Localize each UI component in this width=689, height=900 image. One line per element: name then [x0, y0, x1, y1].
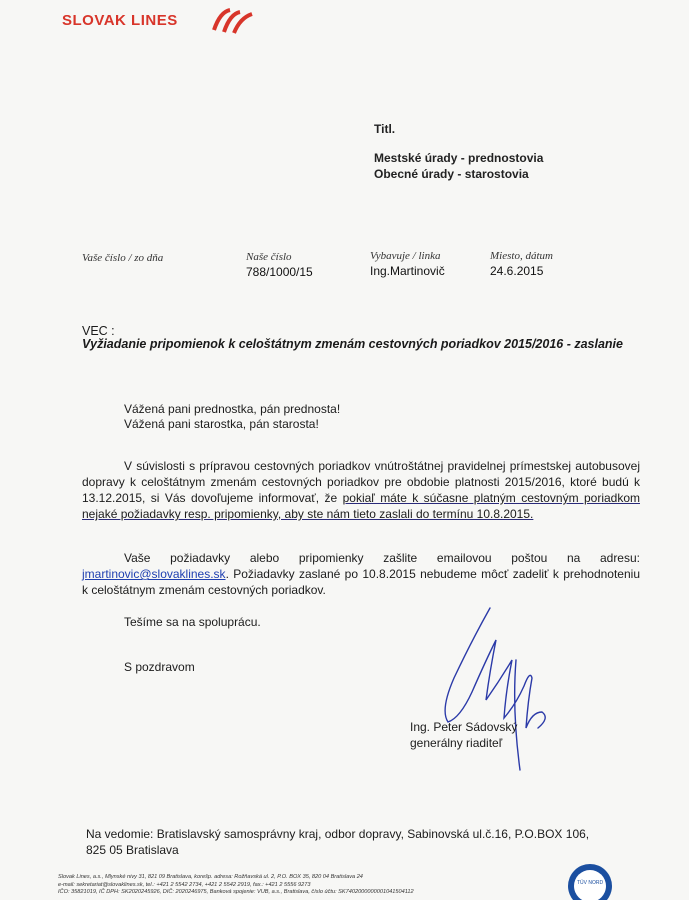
- paragraph-1-underlined: pokiaľ máte k súčasne platným cestovným poriadkom nejaké požiadavky resp. pripomienky, aby ste nám tieto zaslali do termínu 10.8.2015.: [82, 491, 640, 521]
- paragraph-2-before: Vaše požiadavky alebo pripomienky zašlite emailovou poštou na adresu:: [124, 551, 640, 565]
- recipient-line-2: Mestské úrady - prednostovia: [374, 151, 544, 165]
- body-paragraph-2: [82, 550, 640, 598]
- cc-line-2: 825 05 Bratislava: [86, 843, 179, 857]
- closing-line-1: Tešíme sa na spoluprácu.: [124, 615, 261, 629]
- recipient-line-1: Titl.: [374, 122, 396, 136]
- place-date-label: Miesto, dátum: [490, 250, 553, 262]
- handler-label: Vybavuje / linka: [370, 250, 441, 262]
- body-paragraph-1: [82, 458, 640, 522]
- signer-title: generálny riaditeľ: [410, 736, 503, 750]
- recipient-line-3: Obecné úrady - starostovia: [374, 167, 529, 181]
- footer-line-3: IČO: 35821019, IČ DPH: SK2020245926, DIČ: 2020246975, Banková spojenie: VUB, a.s., Bratislava, číslo účtu: SK7402000000001041504112: [58, 889, 414, 895]
- closing-line-2: S pozdravom: [124, 660, 195, 674]
- handler-value: Ing.Martinovič: [370, 264, 445, 278]
- our-ref-value: 788/1000/15: [246, 265, 313, 279]
- email-link[interactable]: jmartinovic@slovaklines.sk: [82, 567, 226, 581]
- company-footer: [58, 874, 578, 897]
- salutation-line-1: Vážená pani prednostka, pán prednosta!: [124, 402, 341, 416]
- signer-name: Ing. Peter Sádovský: [410, 720, 518, 734]
- our-ref-label: Naše číslo: [246, 251, 292, 263]
- seal-text: TÜV NORD: [576, 880, 604, 886]
- place-date-value: 24.6.2015: [490, 264, 544, 278]
- vec-label: VEC :: [82, 324, 115, 338]
- tuv-certification-seal-icon: [566, 862, 614, 900]
- paragraph-1-text: V súvislosti s prípravou cestovných poriadkov vnútroštátnej pravidelnej prímestskej autobusovej dopravy k celoštátnym zmenám cestovných poriadkov pre obdobie platnosti 2015/2016, ktoré budú k 13.12.2015, si Vás dovoľujeme informovať, že: [82, 459, 640, 505]
- logo-swoosh-icon: [210, 8, 256, 34]
- company-logo-text: SLOVAK LINES: [62, 12, 178, 29]
- cc-line-1: Na vedomie: Bratislavský samosprávny kraj, odbor dopravy, Sabinovská ul.č.16, P.O.BOX 106,: [86, 827, 590, 841]
- subject-line: Vyžiadanie pripomienok k celoštátnym zmenám cestovných poriadkov 2015/2016 - zaslanie: [82, 337, 623, 351]
- handwritten-signature: [420, 600, 560, 780]
- footer-line-2: e-mail: sekretariat@slovaklines.sk, tel.: +421 2 5542 2734, +421 2 5542 2919, fax.: +421 2 5556 9273: [58, 881, 311, 888]
- paragraph-2-after: . Požiadavky zaslané po 10.8.2015 nebudeme môcť zadeliť k prehodnoteniu k celoštátnym zmenám cestovných poriadkov.: [82, 567, 640, 597]
- footer-line-1: Slovak Lines, a.s., Mlynské nivy 31, 821 09 Bratislava, korešp. adresa: Rožňavská ul. 2, P.O. BOX 35, 820 04 Bratislava 24: [58, 874, 363, 880]
- salutation-line-2: Vážená pani starostka, pán starosta!: [124, 417, 319, 431]
- your-ref-label: Vaše číslo / zo dňa: [82, 252, 164, 264]
